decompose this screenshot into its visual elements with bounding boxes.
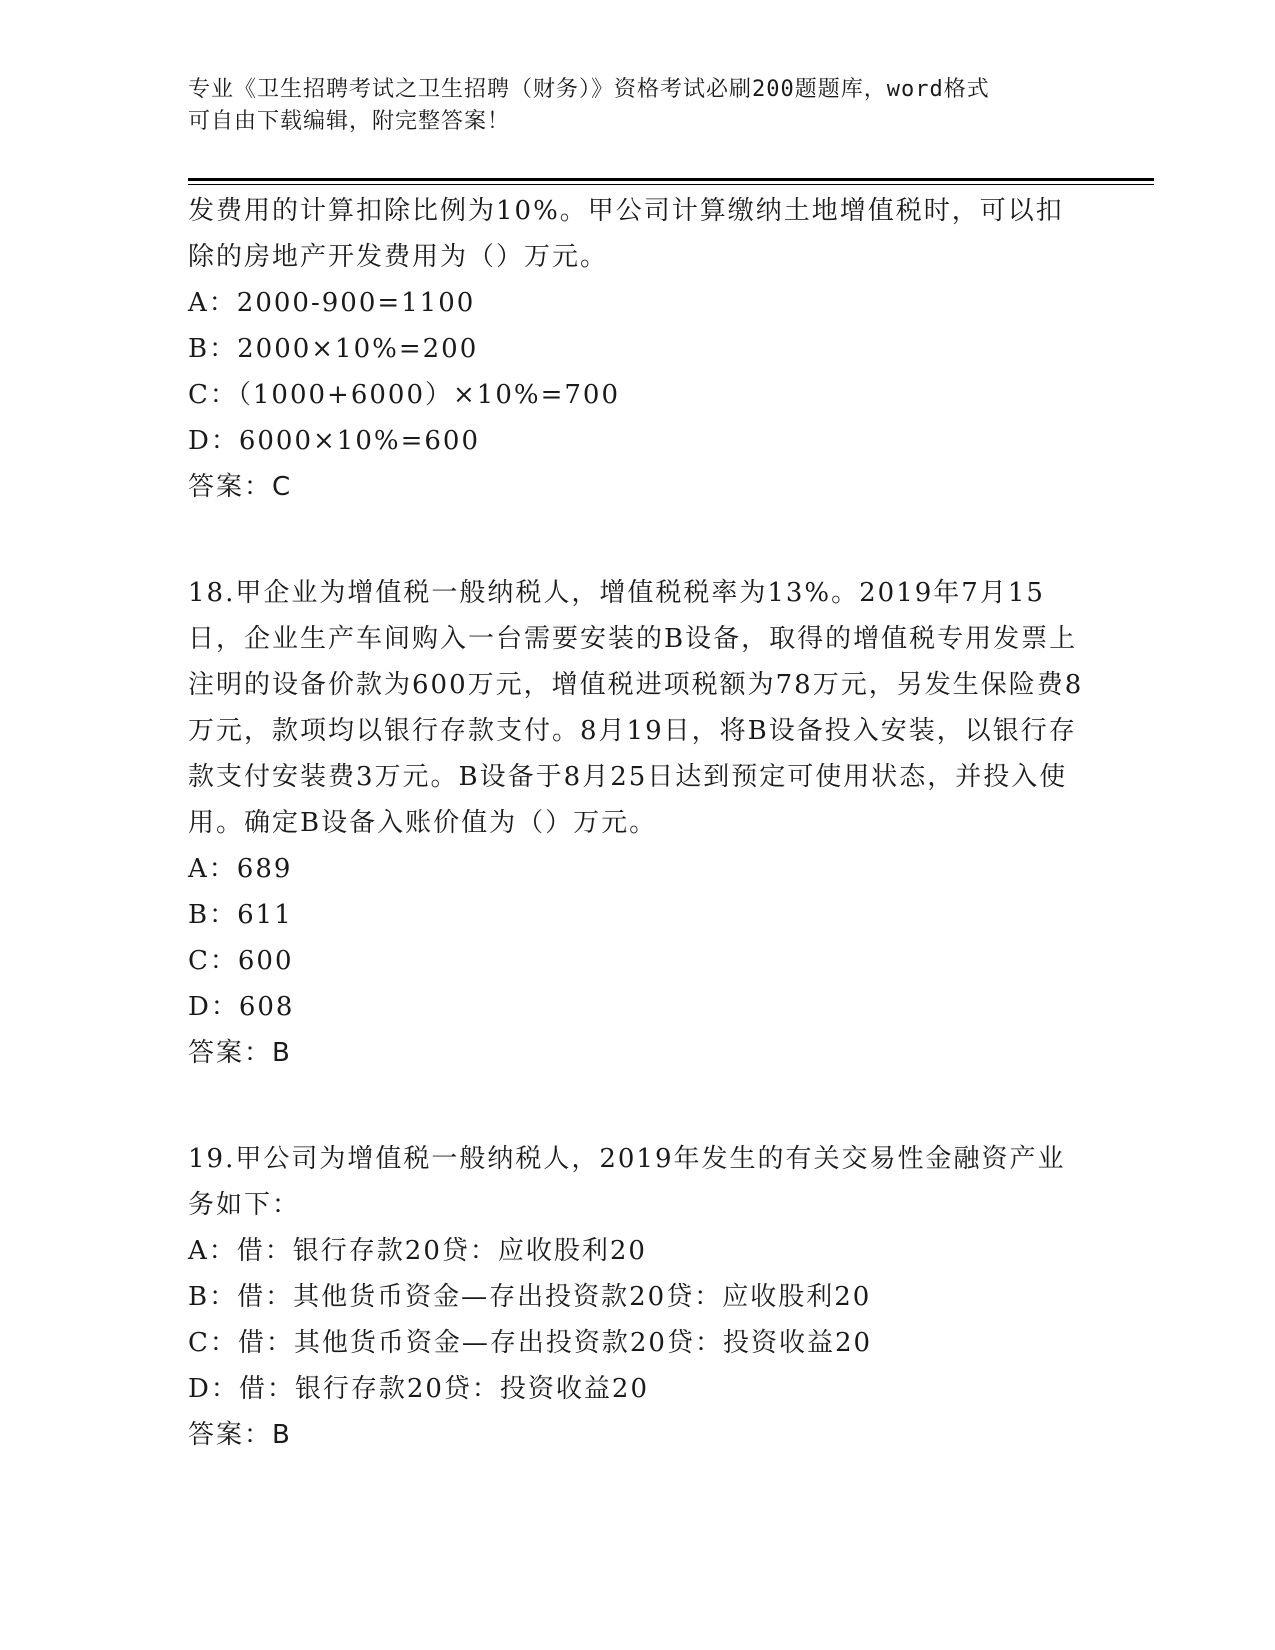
- header-divider-thick: [188, 178, 1154, 181]
- question-text: 发费用的计算扣除比例为10%。甲公司计算缴纳土地增值税时，可以扣除的房地产开发费用为（）万元。: [188, 196, 1064, 272]
- option-d: D：608: [188, 992, 295, 1022]
- option-c: C：600: [188, 946, 294, 976]
- question-text: 18.甲企业为增值税一般纳税人，增值税税率为13%。2019年7月15日，企业生产车间购入一台需要安装的B设备，取得的增值税专用发票上注明的设备价款为600万元，增值税进项税额为78万元，另发生保险费8万元，款项均以银行存款支付。8月19日，将B设备投入安装，以银行存款支付安装费3万元。B设备于8月25日达到预定可使用状态，并投入使用。确定B设备入账价值为（）万元。: [188, 578, 1084, 838]
- answer: 答案：B: [188, 1420, 292, 1450]
- question-text: 19.甲公司为增值税一般纳税人，2019年发生的有关交易性金融资产业务如下：: [188, 1144, 1066, 1220]
- option-c: C：（1000+6000）×10%=700: [188, 380, 621, 410]
- answer: 答案：B: [188, 1038, 292, 1068]
- option-c: C：借：其他货币资金—存出投资款20贷：投资收益20: [188, 1328, 873, 1358]
- header-divider-thin: [188, 184, 1154, 185]
- option-b: B：借：其他货币资金—存出投资款20贷：应收股利20: [188, 1282, 872, 1312]
- question-18: [188, 570, 1088, 1076]
- option-a: A：借：银行存款20贷：应收股利20: [188, 1236, 647, 1266]
- answer: 答案：C: [188, 472, 293, 502]
- option-b: B：611: [188, 900, 293, 930]
- question-spacer: [188, 510, 1088, 570]
- header-line-1: 专业《卫生招聘考试之卫生招聘（财务）》资格考试必刷200题题库，word格式: [188, 77, 990, 102]
- question-17: [188, 188, 1088, 510]
- option-a: A：2000-900=1100: [188, 288, 476, 318]
- document-header: [188, 74, 1088, 138]
- document-body: [188, 188, 1088, 1458]
- question-19: [188, 1136, 1088, 1458]
- header-line-2: 可自由下载编辑，附完整答案！: [188, 109, 511, 134]
- option-d: D：借：银行存款20贷：投资收益20: [188, 1374, 650, 1404]
- question-spacer: [188, 1076, 1088, 1136]
- option-a: A：689: [188, 854, 293, 884]
- option-b: B：2000×10%=200: [188, 334, 479, 364]
- option-d: D：6000×10%=600: [188, 426, 480, 456]
